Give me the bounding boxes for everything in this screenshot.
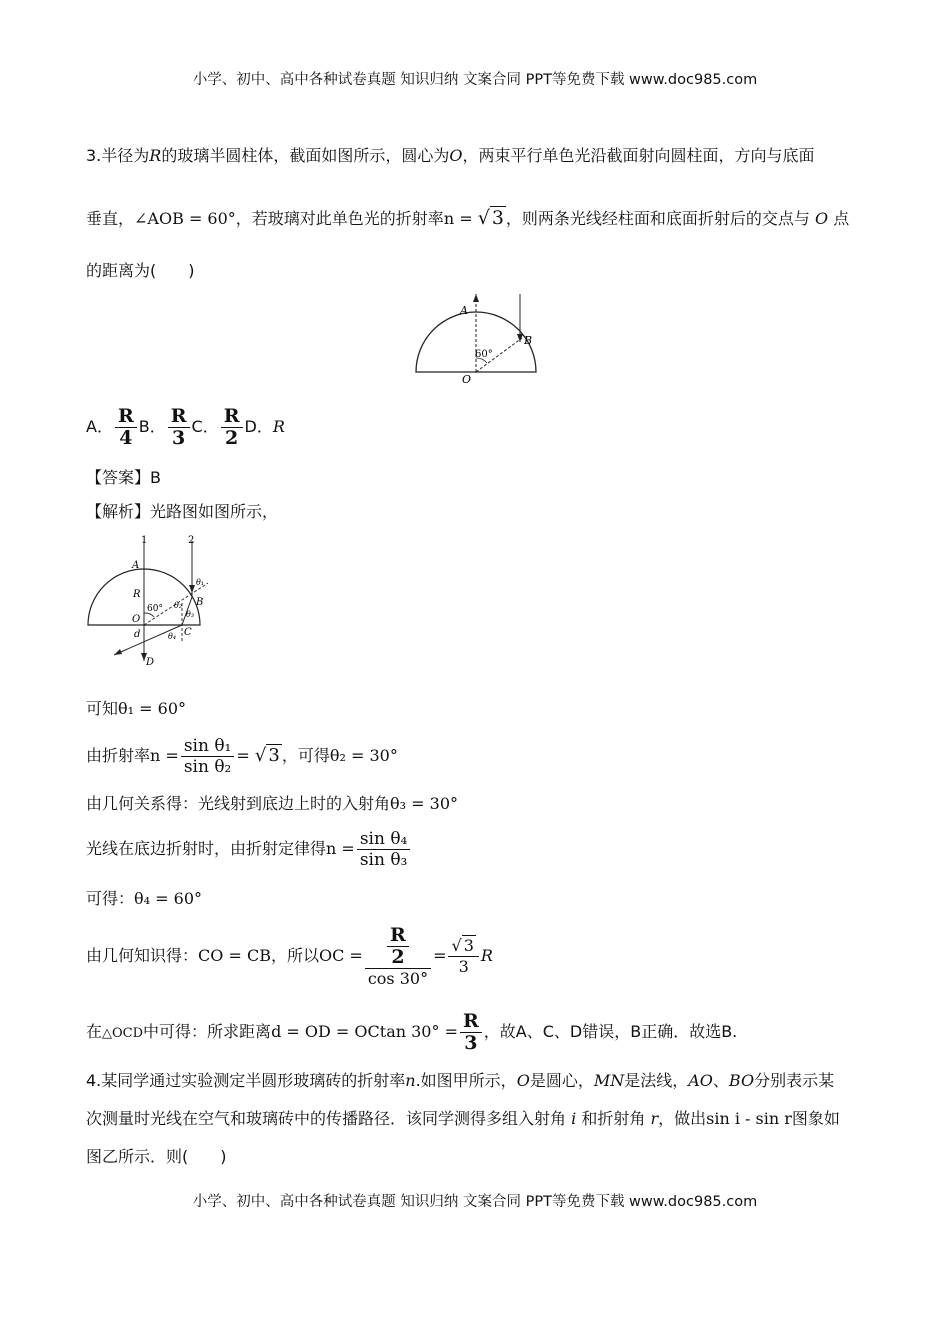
fig2-theta-2: θ₂: [174, 601, 183, 610]
step-2: 由折射率n = $\frac{\text{sin θ₁}}{\text{sin θ₂}}$ = √ 3 ，可得θ₂ = 30°: [86, 736, 398, 777]
step-4: 光线在底边折射时，由折射定律得n = $\frac{\text{sin θ₄}}{\text{sin θ₃}}$: [86, 826, 412, 872]
q3-options: A． $\frac{R}{4}$ B． $\frac{R}{3}$ C． $\frac{R}{2}$ D．R: [86, 405, 285, 449]
fig2-label-c: C: [184, 627, 192, 638]
fig1-angle: 60°: [475, 349, 493, 360]
sqrt-3: √ 3: [477, 207, 504, 229]
analysis-heading: 【解析】光路图如图所示，: [86, 502, 279, 521]
figure-semicircle: [412, 290, 542, 385]
fig2-label-a: A: [132, 560, 140, 571]
option-a-fraction: $\frac{R}{4}$: [115, 406, 137, 449]
step-7: 在△OCD中可得：所求距离d = OD = OCtan 30° = $\frac{R}{3}$ ，故A、C、D错误，B正确．故选B.: [86, 1010, 738, 1054]
figure-light-path: [84, 533, 214, 668]
q3-line-1: 3.半径为R的玻璃半圆柱体，截面如图所示，圆心为O，两束平行单色光沿截面射向圆柱面，方向与底面: [86, 146, 815, 165]
answer: 【答案】B: [86, 468, 161, 487]
page-footer: 小学、初中、高中各种试卷真题 知识归纳 文案合同 PPT等免费下载 www.doc985.com: [192, 1194, 758, 1210]
fig2-label-o: O: [132, 614, 141, 625]
fig2-theta-3: θ₃: [186, 610, 195, 619]
sqrt-3: √ 3: [254, 745, 280, 766]
step-4-fraction: $\frac{\text{sin θ₄}}{\text{sin θ₃}}$: [357, 829, 411, 870]
step-2-fraction: $\frac{\text{sin θ₁}}{\text{sin θ₂}}$: [181, 736, 235, 777]
fig2-label-d: D: [146, 657, 155, 668]
fig1-label-b: B: [524, 334, 533, 347]
fig2-label-2: 2: [188, 535, 195, 546]
fig2-theta-1: θ₁: [196, 578, 205, 587]
fig1-label-a: A: [460, 304, 468, 317]
q4-line-2: 次测量时光线在空气和玻璃砖中的传播路径．该同学测得多组入射角 i 和折射角 r，做出sin i - sin r图象如: [86, 1109, 840, 1128]
q3-line-2: 垂直，∠AOB = 60°，若玻璃对此单色光的折射率n = √ 3 ，则两条光线经柱面和底面折射后的交点与 O 点: [86, 207, 850, 229]
step-6-inner-fraction: $\frac{R}{2}$: [387, 925, 409, 968]
step-7-fraction: $\frac{R}{3}$: [460, 1011, 482, 1054]
step-6: 由几何知识得：CO = CB，所以OC = $\frac{\frac{R}{2}}{\cos 30^\circ}$ = $\frac{√ 3}{3}$ R: [86, 923, 493, 988]
fig1-label-o: O: [462, 373, 472, 385]
q3-line-3: 的距离为( ): [86, 261, 195, 280]
sqrt-3: √ 3: [451, 936, 474, 955]
q4-line-3: 图乙所示．则( ): [86, 1147, 227, 1166]
step-5: 可得：θ₄ = 60°: [86, 889, 202, 908]
fig2-label-1: 1: [141, 535, 148, 546]
fig2-theta-4: θ₄: [168, 632, 177, 641]
page-header: 小学、初中、高中各种试卷真题 知识归纳 文案合同 PPT等免费下载 www.doc985.com: [192, 72, 758, 88]
fig2-label-r: R: [133, 589, 141, 600]
option-c-fraction: $\frac{R}{2}$: [221, 406, 243, 449]
option-b-fraction: $\frac{R}{3}$: [168, 406, 190, 449]
fig2-label-d-small: d: [134, 629, 141, 640]
step-1: 可知θ₁ = 60°: [86, 699, 186, 718]
fig2-angle: 60°: [147, 604, 163, 614]
step-6-fraction: $\frac{\frac{R}{2}}{\cos 30^\circ}$: [365, 925, 431, 989]
step-6-result-fraction: $\frac{√ 3}{3}$: [448, 936, 478, 977]
fig2-label-b: B: [196, 597, 204, 608]
q4-line-1: 4.某同学通过实验测定半圆形玻璃砖的折射率n.如图甲所示，O是圆心，MN是法线，AO、BO分别表示某: [86, 1071, 835, 1090]
step-3: 由几何关系得：光线射到底边上时的入射角θ₃ = 30°: [86, 794, 458, 813]
